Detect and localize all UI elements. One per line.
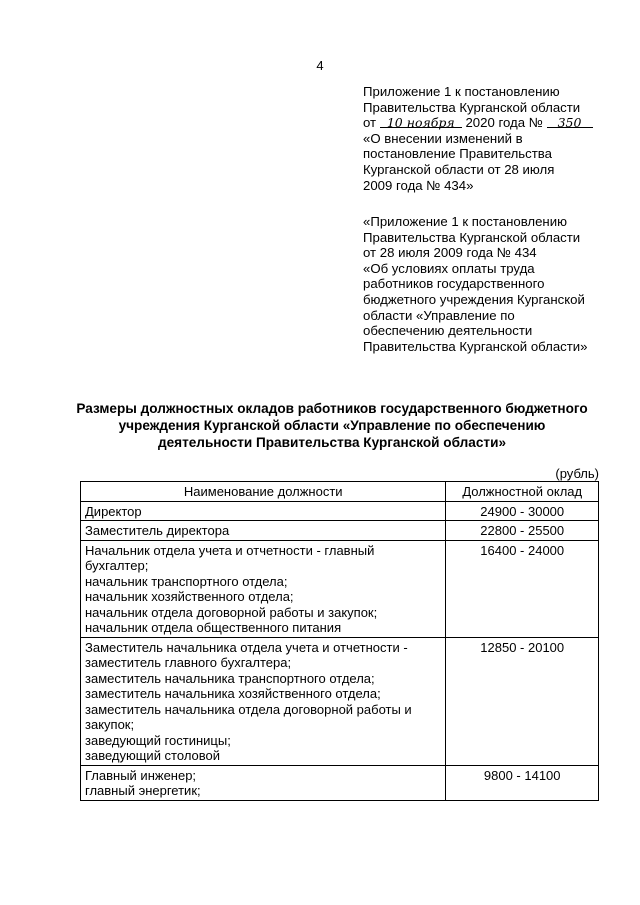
position-cell xyxy=(81,637,446,765)
annex-1-line: Приложение 1 к постановлению xyxy=(363,84,560,99)
position-name: начальник хозяйственного отдела; xyxy=(85,589,294,604)
annex-1-line: Правительства Курганской области xyxy=(363,99,581,115)
salary-cell: 9800 - 14100 xyxy=(446,765,599,800)
annex-1-title-line: постановление Правительства xyxy=(363,146,552,162)
annex-1-block xyxy=(363,84,623,193)
column-header-position: Наименование должности xyxy=(81,482,446,502)
position-name: Заместитель начальника отдела учета и отчетности - xyxy=(85,639,408,655)
position-cell xyxy=(81,540,446,637)
currency-unit: (рубль) xyxy=(555,466,599,481)
heading-line: деятельности Правительства Курганской области» xyxy=(157,435,507,450)
annex-1-date-line xyxy=(363,115,623,131)
table-row xyxy=(81,521,599,541)
position-cell xyxy=(81,765,446,800)
position-name: начальник транспортного отдела; xyxy=(85,573,288,589)
annex-2-block xyxy=(363,214,623,354)
document-heading xyxy=(62,400,602,451)
position-name: закупок; xyxy=(85,717,135,732)
annex-1-title-line: «О внесении изменений в xyxy=(363,130,523,146)
position-name: Директор xyxy=(85,503,142,519)
heading-line: учреждения Курганской области «Управление по обеспечению xyxy=(118,418,546,433)
salary-cell: 16400 - 24000 xyxy=(446,540,599,637)
position-name: заведующий столовой xyxy=(85,748,221,763)
table-row xyxy=(81,501,599,521)
annex-2-line: Правительства Курганской области» xyxy=(363,338,588,354)
table-row xyxy=(81,540,599,637)
annex-2-line: бюджетного учреждения Курганской xyxy=(363,291,585,307)
position-name: Главный инженер; xyxy=(85,767,197,783)
annex-1-title-line: Курганской области от 28 июля xyxy=(363,161,555,177)
annex-2-line: работников государственного xyxy=(363,276,545,292)
position-name: главный энергетик; xyxy=(85,783,201,798)
position-name: заведующий гостиницы; xyxy=(85,732,231,748)
position-name: заместитель начальника транспортного отдела; xyxy=(85,670,375,686)
handwritten-number: 350 xyxy=(547,116,593,129)
annex-1-title-line: 2009 года № 434» xyxy=(363,177,474,193)
annex-2-line: обеспечению деятельности xyxy=(363,323,533,339)
annex-2-line: Правительства Курганской области xyxy=(363,229,581,245)
position-name: Начальник отдела учета и отчетности - главный xyxy=(85,542,375,558)
handwritten-date: 10 ноября xyxy=(380,116,462,129)
table-row xyxy=(81,637,599,765)
position-name: заместитель начальника хозяйственного отдела; xyxy=(85,686,381,701)
position-cell xyxy=(81,501,446,521)
salary-table xyxy=(80,481,599,801)
annex-2-line: от 28 июля 2009 года № 434 xyxy=(363,245,537,261)
position-name: бухгалтер; xyxy=(85,558,149,573)
position-name: заместитель начальника отдела договорной работы и xyxy=(85,701,412,717)
table-row xyxy=(81,765,599,800)
salary-cell: 22800 - 25500 xyxy=(446,521,599,541)
salary-cell: 12850 - 20100 xyxy=(446,637,599,765)
annex-2-line: «Об условиях оплаты труда xyxy=(363,260,535,276)
column-header-salary: Должностной оклад xyxy=(446,482,599,502)
position-name: начальник отдела договорной работы и закупок; xyxy=(85,604,378,620)
position-name: заместитель главного бухгалтера; xyxy=(85,655,292,670)
date-prefix: от xyxy=(363,115,377,131)
annex-2-line: «Приложение 1 к постановлению xyxy=(363,214,567,229)
date-year: 2020 года № xyxy=(465,115,543,131)
table-header-row xyxy=(81,482,599,502)
salary-cell: 24900 - 30000 xyxy=(446,501,599,521)
page-number: 4 xyxy=(316,58,324,73)
position-name: начальник отдела общественного питания xyxy=(85,620,342,635)
annex-2-line: области «Управление по xyxy=(363,307,515,323)
position-cell xyxy=(81,521,446,541)
position-name: Заместитель директора xyxy=(85,523,230,538)
heading-line: Размеры должностных окладов работников государственного бюджетного xyxy=(76,401,588,416)
